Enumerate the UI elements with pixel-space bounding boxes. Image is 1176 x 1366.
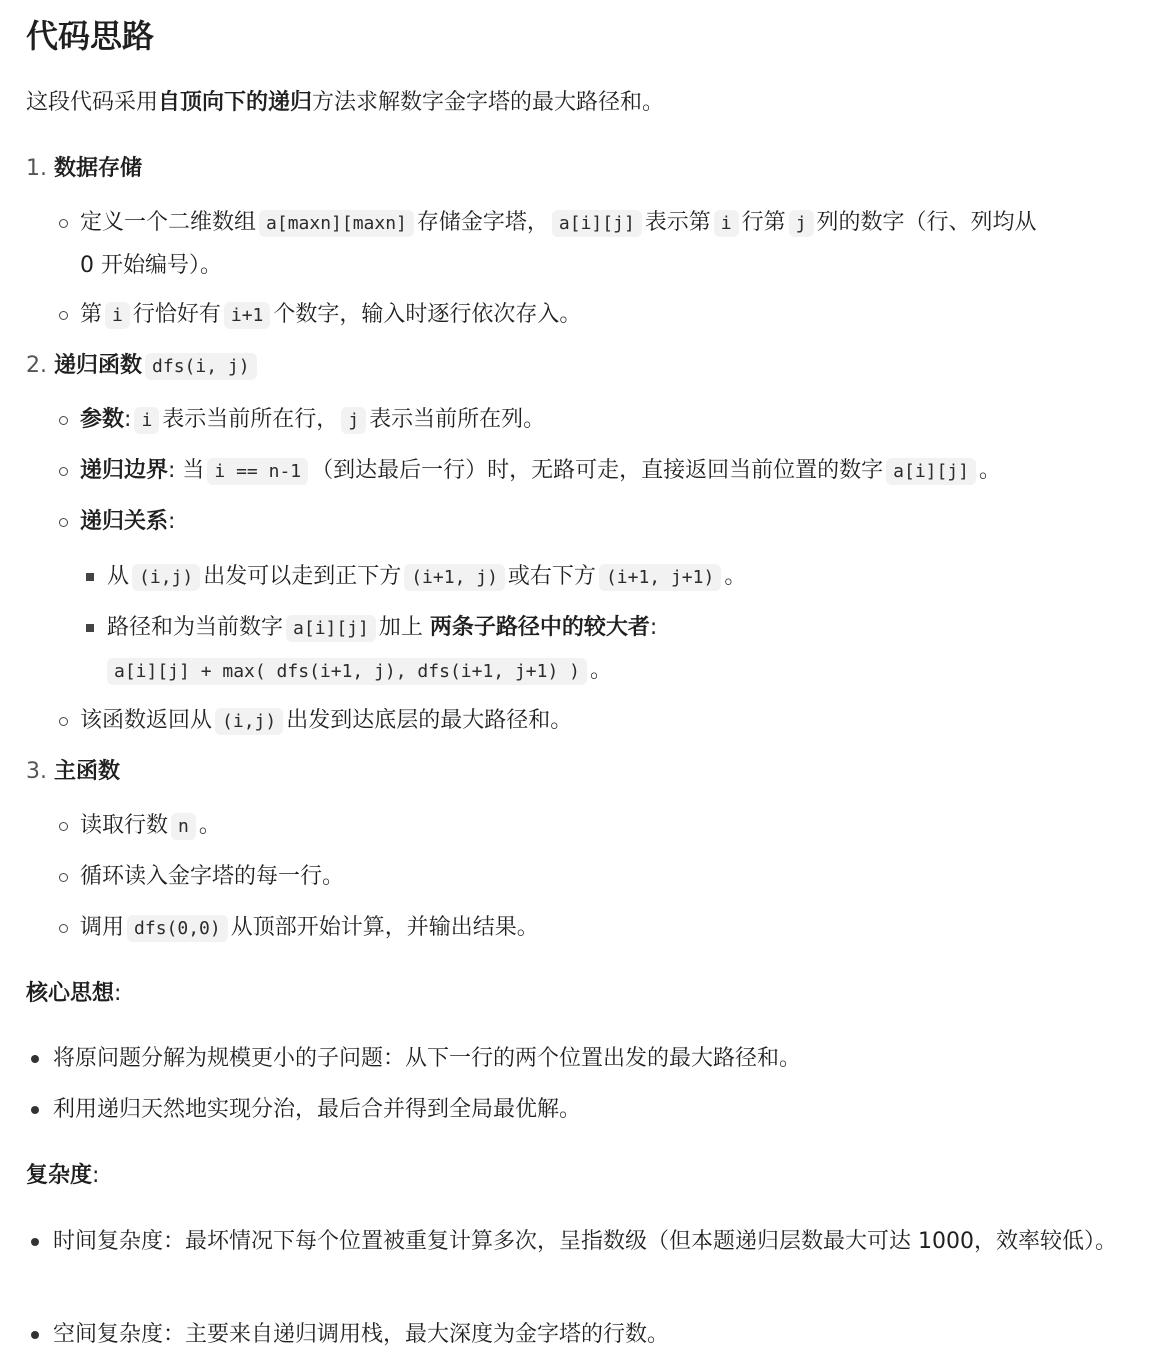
circle-bullet-icon: [59, 924, 68, 933]
intro-paragraph: [26, 87, 664, 119]
circle-bullet-icon: [59, 311, 68, 320]
circle-bullet-icon: [59, 822, 68, 831]
text: 从: [107, 564, 130, 589]
text: 循环读入金字塔的每一行。: [80, 864, 345, 889]
text: 该函数返回从: [80, 708, 213, 733]
text: :: [124, 407, 132, 432]
bold-text: 递归关系: [80, 509, 169, 534]
circle-bullet-icon: [59, 873, 68, 882]
text: 列的数字（行、列均从: [816, 210, 1037, 235]
text: 出发到达底层的最大路径和。: [286, 708, 573, 733]
inline-code: (i,j): [215, 708, 283, 735]
page-title: 代码思路: [26, 17, 155, 55]
list-item: 空间复杂度：主要来自递归调用栈，最大深度为金字塔的行数。: [53, 1322, 670, 1347]
inline-code: i: [105, 302, 130, 329]
section-heading-text: 数据存储: [54, 156, 143, 181]
circle-bullet-icon: [59, 416, 68, 425]
inline-code: j: [341, 407, 366, 434]
list-number: 2.: [26, 353, 47, 378]
list-item: 利用递归天然地实现分治，最后合并得到全局最优解。: [53, 1097, 582, 1122]
core-idea-heading: [26, 978, 121, 1010]
text: 表示当前所在列。: [369, 407, 546, 432]
list-number: 1.: [26, 156, 47, 181]
text: 行第: [741, 210, 786, 235]
text: 路径和为当前数字: [107, 615, 284, 640]
text: 行恰好有: [132, 302, 221, 327]
square-bullet-icon: [86, 573, 94, 581]
bullet-dot-icon: [31, 1055, 39, 1063]
text: 调用: [80, 915, 125, 940]
bold-text: 参数: [80, 407, 125, 432]
section-1-heading: [26, 153, 142, 185]
list-item: [80, 455, 1001, 488]
bullet-dot-icon: [31, 1238, 39, 1246]
text: :: [114, 981, 122, 1006]
text: 从顶部开始计算，并输出结果。: [230, 915, 539, 940]
list-item: [107, 607, 1147, 693]
text: 表示第: [644, 210, 711, 235]
circle-bullet-icon: [59, 467, 68, 476]
square-bullet-icon: [86, 624, 94, 632]
text: 。: [724, 564, 747, 589]
text: 表示当前所在行，: [162, 407, 339, 432]
list-item: 时间复杂度：最坏情况下每个位置被重复计算多次，呈指数级（但本题递归层数最大可达 1000，效率较低）。: [53, 1229, 1117, 1254]
inline-code: i: [714, 210, 739, 237]
inline-code: i+1: [224, 302, 271, 329]
section-2-heading: [26, 350, 260, 383]
text: 出发可以走到正下方: [203, 564, 402, 589]
list-item: [80, 299, 581, 332]
list-item: [80, 912, 539, 945]
text: 。: [198, 813, 221, 838]
list-item: [80, 404, 545, 437]
text: 第: [80, 302, 103, 327]
inline-code: (i+1, j): [404, 564, 505, 591]
bullet-dot-icon: [31, 1331, 39, 1339]
text: 。: [590, 658, 613, 683]
intro-text-end: 方法求解数字金字塔的最大路径和。: [312, 90, 665, 115]
inline-code: a[i][j] + max( dfs(i+1, j), dfs(i+1, j+1) ): [107, 658, 587, 685]
list-item: [80, 202, 1150, 287]
list-item: [80, 506, 175, 538]
circle-bullet-icon: [59, 219, 68, 228]
text: 读取行数: [80, 813, 169, 838]
inline-code: dfs(0,0): [127, 915, 228, 942]
bold-text: 复杂度: [26, 1163, 93, 1188]
inline-code: a[i][j]: [286, 615, 376, 642]
bold-text: 递归边界: [80, 458, 169, 483]
circle-bullet-icon: [59, 518, 68, 527]
text: 。: [979, 458, 1002, 483]
section-3-heading: [26, 756, 120, 788]
text: 个数字，输入时逐行依次存入。: [273, 302, 582, 327]
circle-bullet-icon: [59, 717, 68, 726]
list-number: 3.: [26, 759, 47, 784]
text: :: [168, 509, 176, 534]
inline-code: i == n-1: [207, 458, 308, 485]
inline-code: n: [171, 813, 196, 840]
section-heading-text: 递归函数: [54, 353, 143, 378]
inline-code: a[i][j]: [552, 210, 642, 237]
inline-code: (i,j): [132, 564, 200, 591]
text: 定义一个二维数组: [80, 210, 257, 235]
inline-code: a[maxn][maxn]: [259, 210, 414, 237]
inline-code: dfs(i, j): [145, 353, 257, 380]
inline-code: j: [789, 210, 814, 237]
text: 存储金字塔，: [416, 210, 549, 235]
complexity-heading: [26, 1160, 99, 1192]
intro-bold: 自顶向下的递归: [158, 90, 313, 115]
bold-text: 核心思想: [26, 981, 115, 1006]
list-item: [107, 561, 746, 594]
inline-code: a[i][j]: [886, 458, 976, 485]
text: :: [92, 1163, 100, 1188]
text: 0 开始编号）。: [80, 253, 222, 278]
inline-code: (i+1, j+1): [599, 564, 721, 591]
text: 加上: [378, 615, 423, 640]
list-item: [80, 705, 572, 738]
text: （到达最后一行）时，无路可走，直接返回当前位置的数字: [311, 458, 884, 483]
bullet-dot-icon: [31, 1106, 39, 1114]
section-heading-text: 主函数: [54, 759, 121, 784]
bold-text: 两条子路径中的较大者: [429, 615, 650, 640]
list-item: [80, 810, 221, 843]
list-item: 将原问题分解为规模更小的子问题：从下一行的两个位置出发的最大路径和。: [53, 1046, 802, 1071]
list-item: [80, 861, 344, 893]
inline-code: i: [134, 407, 159, 434]
text: : 当: [168, 458, 205, 483]
text: :: [649, 615, 658, 640]
intro-text: 这段代码采用: [26, 90, 159, 115]
text: 或右下方: [507, 564, 596, 589]
